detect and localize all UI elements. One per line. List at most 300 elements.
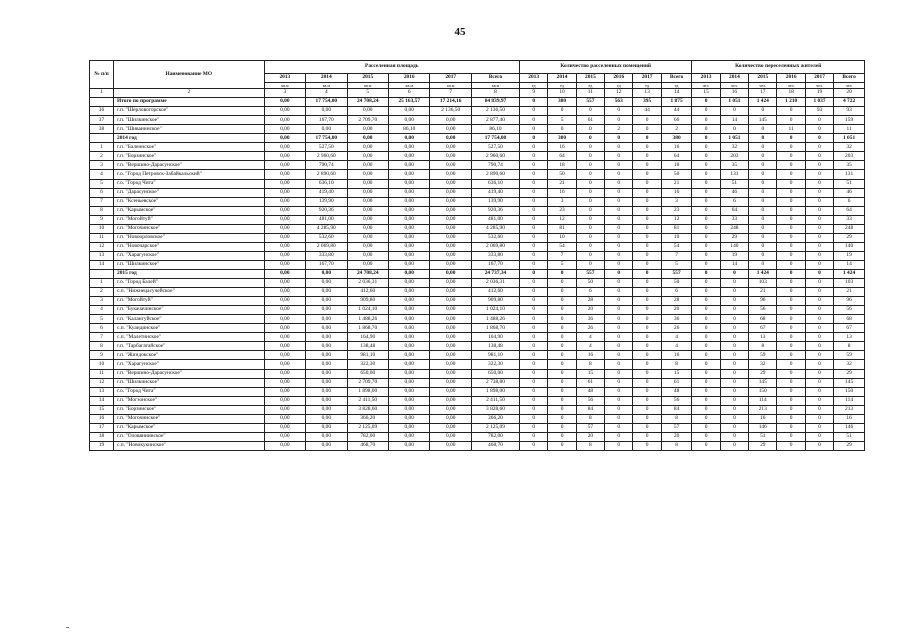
table-cell: 8 (834, 342, 865, 351)
table-cell: 0 (692, 260, 720, 269)
table-cell: 0,00 (430, 297, 471, 306)
table-cell: 0 (605, 441, 633, 450)
table-cell: 12 (548, 215, 576, 224)
table-cell: 0 (692, 297, 720, 306)
table-cell: 0 (633, 378, 661, 387)
table-cell: 1 424 (749, 98, 777, 107)
year-header: 2015 (347, 74, 388, 83)
row-number: 38 (90, 125, 114, 134)
table-cell: 0,00 (389, 351, 430, 360)
table-cell: 0 (633, 125, 661, 134)
table-cell: 782,00 (471, 432, 519, 441)
table-cell: 0 (633, 279, 661, 288)
table-cell: 0 (692, 179, 720, 188)
group-header-area: Расселенная площадь (264, 61, 519, 74)
row-number: 16 (90, 414, 114, 423)
table-cell: 0 (749, 224, 777, 233)
row-number: 12 (90, 242, 114, 251)
table-cell: 0 (576, 170, 604, 179)
table-cell: 1 898,00 (347, 387, 388, 396)
table-cell: 0 (777, 107, 805, 116)
year-header: 2015 (749, 74, 777, 83)
table-cell: 0 (605, 215, 633, 224)
table-cell: 0 (777, 333, 805, 342)
table-cell: 0 (520, 378, 548, 387)
table-cell: 0,00 (264, 242, 305, 251)
table-cell: 145 (834, 378, 865, 387)
table-cell: 0 (777, 297, 805, 306)
table-cell: 0 (605, 360, 633, 369)
table-cell: 0 (548, 414, 576, 423)
row-number: 5 (90, 315, 114, 324)
table-cell: 0 (720, 297, 748, 306)
table-row (90, 143, 865, 152)
table-cell: 0 (605, 351, 633, 360)
table-cell: 0 (576, 260, 604, 269)
table-cell: 26 (576, 324, 604, 333)
table-cell: 0 (777, 288, 805, 297)
municipality-name: г.п. "Борзинское" (114, 405, 265, 414)
unit-label: кв.м (430, 83, 471, 89)
table-cell: 0,00 (264, 432, 305, 441)
table-cell: 790,74 (306, 161, 347, 170)
table-cell: 0,00 (389, 269, 430, 278)
table-cell: 28 (661, 297, 692, 306)
table-cell: 0,00 (306, 324, 347, 333)
table-cell: 159 (834, 116, 865, 125)
table-cell: 203 (834, 152, 865, 161)
table-cell: 2 (605, 125, 633, 134)
table-cell: 0,00 (306, 414, 347, 423)
table-cell: 0 (692, 432, 720, 441)
year-header: 2016 (389, 74, 430, 83)
table-cell: 0 (777, 414, 805, 423)
table-cell: 0 (605, 170, 633, 179)
table-cell: 0 (633, 134, 661, 143)
year-header: 2013 (692, 74, 720, 83)
table-cell: 0,00 (430, 215, 471, 224)
row-number: 2 (90, 288, 114, 297)
table-cell: 0 (605, 233, 633, 242)
table-cell: 50 (661, 170, 692, 179)
table-cell: 0,00 (389, 369, 430, 378)
table-cell: 4 285,90 (471, 224, 519, 233)
table-cell: 35 (834, 161, 865, 170)
table-cell: 0,00 (347, 215, 388, 224)
unit-label: ед (520, 83, 548, 89)
table-cell: 96 (834, 297, 865, 306)
table-cell: 0 (692, 306, 720, 315)
table-cell: 0 (720, 423, 748, 432)
table-cell: 2 136,50 (430, 107, 471, 116)
table-cell: 0,00 (264, 288, 305, 297)
table-cell: 0 (605, 134, 633, 143)
table-cell: 0 (692, 143, 720, 152)
row-number: 13 (90, 387, 114, 396)
table-cell: 0 (520, 134, 548, 143)
table-cell: 0 (633, 206, 661, 215)
table-cell: 0 (720, 387, 748, 396)
table-cell: 481,00 (306, 215, 347, 224)
table-cell: 0,00 (389, 251, 430, 260)
table-row (90, 387, 865, 396)
table-cell: 0,00 (306, 315, 347, 324)
table-cell: 0 (576, 179, 604, 188)
table-cell: 0 (633, 297, 661, 306)
table-cell: 0 (777, 143, 805, 152)
year-subtotal-row (90, 134, 865, 143)
table-cell: 0,00 (306, 360, 347, 369)
table-cell: 19 (834, 251, 865, 260)
table-cell: 0 (777, 369, 805, 378)
table-cell: 0 (777, 269, 805, 278)
table-cell: 366,20 (347, 414, 388, 423)
table-cell: 0 (692, 116, 720, 125)
table-cell: 0,00 (347, 170, 388, 179)
table-cell: 650,00 (471, 369, 519, 378)
table-row (90, 288, 865, 297)
table-cell: 333,80 (471, 251, 519, 260)
table-cell: 0,00 (347, 179, 388, 188)
table-cell: 0 (520, 224, 548, 233)
table-cell: 0 (548, 315, 576, 324)
group-header-rooms: Количество расселенных помещений (520, 61, 692, 74)
municipality-name: г.п. "Могзонское" (114, 396, 265, 405)
table-cell: 0,00 (306, 369, 347, 378)
table-cell: 8 (661, 441, 692, 450)
row-number: 11 (90, 369, 114, 378)
table-cell: 2 709,70 (347, 116, 388, 125)
table-cell: 0,00 (347, 233, 388, 242)
table-cell: 0 (548, 369, 576, 378)
table-cell: 0 (777, 116, 805, 125)
table-row (90, 279, 865, 288)
table-cell: 6 (720, 197, 748, 206)
table-cell: 0 (692, 315, 720, 324)
table-cell: 0 (777, 197, 805, 206)
table-cell: 33 (720, 215, 748, 224)
table-cell: 0,00 (347, 197, 388, 206)
row-number: 6 (90, 324, 114, 333)
table-cell: 0 (576, 107, 604, 116)
table-cell: 150 (834, 387, 865, 396)
unit-label: ед (633, 83, 661, 89)
table-cell: 81 (548, 224, 576, 233)
table-cell: 0,00 (264, 224, 305, 233)
table-cell: 0 (633, 152, 661, 161)
table-cell: 0 (805, 396, 833, 405)
table-cell: 0,00 (389, 405, 430, 414)
table-cell: 1 051 (834, 134, 865, 143)
table-cell: 0 (520, 441, 548, 450)
table-cell: 0,00 (389, 324, 430, 333)
table-cell: 0,00 (264, 134, 305, 143)
table-cell: 0,00 (430, 197, 471, 206)
municipality-name: г.п. "Тарбагатайское" (114, 342, 265, 351)
table-cell: 0 (777, 324, 805, 333)
table-cell: 0,00 (389, 342, 430, 351)
column-number: 19 (805, 89, 833, 98)
table-cell: 3 (548, 197, 576, 206)
table-cell: 0 (605, 324, 633, 333)
column-number: 20 (834, 89, 865, 98)
table-cell: 0,00 (389, 387, 430, 396)
table-cell: 0 (576, 242, 604, 251)
scan-mark (66, 627, 69, 628)
table-cell: 103 (834, 279, 865, 288)
table-row (90, 116, 865, 125)
table-cell: 0 (548, 432, 576, 441)
table-cell: 0,00 (347, 242, 388, 251)
table-cell: 0 (692, 152, 720, 161)
table-cell: 0 (805, 251, 833, 260)
table-cell: 0 (633, 242, 661, 251)
unit-label: ед (576, 83, 604, 89)
column-number: 10 (548, 89, 576, 98)
table-cell: 21 (661, 179, 692, 188)
table-cell: 0,00 (264, 107, 305, 116)
table-cell: 0,00 (264, 161, 305, 170)
column-number: 3 (264, 89, 305, 98)
column-number: 18 (777, 89, 805, 98)
table-cell: 0 (520, 288, 548, 297)
table-cell: 0,00 (264, 324, 305, 333)
table-cell: 0 (548, 360, 576, 369)
table-cell: 15 (576, 369, 604, 378)
table-cell: 0 (805, 269, 833, 278)
table-cell: 909,80 (347, 297, 388, 306)
table-cell: 0,00 (389, 179, 430, 188)
table-cell: 67 (834, 324, 865, 333)
table-cell: 11 (834, 125, 865, 134)
table-cell: 140 (720, 242, 748, 251)
group-header-residents: Количество переселенных жителей (692, 61, 865, 74)
table-cell: 0,00 (306, 125, 347, 134)
row-number: 18 (90, 432, 114, 441)
table-cell: 0 (720, 351, 748, 360)
table-cell: 0,00 (347, 107, 388, 116)
table-cell: 0 (777, 260, 805, 269)
table-cell: 0,00 (306, 405, 347, 414)
table-cell: 0 (692, 215, 720, 224)
table-cell: 1 488,26 (347, 315, 388, 324)
table-cell: 0 (576, 134, 604, 143)
table-cell: 29 (834, 441, 865, 450)
table-cell: 0 (749, 134, 777, 143)
table-cell: 0 (633, 233, 661, 242)
municipality-name: г.п. "Вершино-Дарасунское" (114, 369, 265, 378)
table-cell: 0,00 (430, 342, 471, 351)
table-cell: 0 (805, 279, 833, 288)
table-cell: 56 (749, 306, 777, 315)
municipality-name: г.п. "Карымское" (114, 206, 265, 215)
table-row (90, 233, 865, 242)
table-cell: 0 (777, 242, 805, 251)
table-cell: 0 (548, 324, 576, 333)
table-cell: 650,00 (347, 369, 388, 378)
table-cell: 0,00 (264, 441, 305, 450)
table-row (90, 161, 865, 170)
table-cell: 0 (692, 279, 720, 288)
table-cell: 0 (805, 288, 833, 297)
table-cell: 0 (520, 260, 548, 269)
table-cell: 0 (520, 242, 548, 251)
year-header: 2014 (720, 74, 748, 83)
table-cell: 1 051 (720, 134, 748, 143)
table-cell: 0 (605, 260, 633, 269)
table-cell: 0,00 (430, 423, 471, 432)
table-row (90, 324, 865, 333)
table-cell: 0 (605, 197, 633, 206)
table-cell: 0 (692, 125, 720, 134)
table-cell: 0 (605, 414, 633, 423)
unit-label: чел. (805, 83, 833, 89)
table-cell: 20 (576, 432, 604, 441)
resettlement-table (89, 60, 865, 451)
table-cell: 0 (520, 279, 548, 288)
table-cell: 0,00 (430, 269, 471, 278)
table-cell: 56 (576, 396, 604, 405)
table-cell: 0,00 (306, 107, 347, 116)
table-cell: 0 (605, 378, 633, 387)
table-cell: 0 (605, 206, 633, 215)
table-cell: 16 (834, 414, 865, 423)
table-cell: 0 (777, 224, 805, 233)
table-cell: 3 (661, 197, 692, 206)
table-cell: 32 (834, 143, 865, 152)
table-cell: 380 (548, 134, 576, 143)
year-header: Всего (471, 74, 519, 83)
table-cell: 0 (605, 369, 633, 378)
table-cell: 84 839,97 (471, 98, 519, 107)
table-cell: 51 (834, 432, 865, 441)
table-cell: 0,00 (264, 98, 305, 107)
table-cell: 0 (720, 378, 748, 387)
table-row (90, 215, 865, 224)
municipality-name: г.о. "Город Петровск-Забайкальский" (114, 170, 265, 179)
table-cell: 0 (749, 143, 777, 152)
table-cell: 0,00 (430, 378, 471, 387)
table-cell: 0,00 (347, 251, 388, 260)
table-row (90, 414, 865, 423)
table-cell: 0,00 (306, 432, 347, 441)
municipality-name: г.п. "Ксеньевское" (114, 197, 265, 206)
table-cell: 412,60 (347, 288, 388, 297)
table-cell: 0 (720, 269, 748, 278)
table-cell: 0 (805, 125, 833, 134)
unit-label: кв.м (389, 83, 430, 89)
table-cell: 532,60 (306, 233, 347, 242)
table-cell: 0 (777, 432, 805, 441)
col-header-number: № п/п (90, 61, 114, 89)
year-header: Всего (834, 74, 865, 83)
unit-label: кв.м (264, 83, 305, 89)
table-cell: 2 709,70 (347, 378, 388, 387)
table-cell: 0,00 (264, 387, 305, 396)
table-cell: 0 (692, 134, 720, 143)
table-header (90, 61, 865, 98)
table-cell: 0 (520, 170, 548, 179)
table-cell: 0 (633, 333, 661, 342)
table-cell: 0 (692, 269, 720, 278)
table-cell: 2 125,09 (471, 423, 519, 432)
table-cell: 0 (633, 369, 661, 378)
table-cell: 0 (805, 116, 833, 125)
municipality-name: г.п. "Борзинское" (114, 152, 265, 161)
unit-label: кв.м (471, 83, 519, 89)
table-cell: 0 (520, 306, 548, 315)
table-cell: 54 (548, 242, 576, 251)
table-cell: 103 (749, 279, 777, 288)
table-cell: 0 (777, 215, 805, 224)
table-cell: 248 (834, 224, 865, 233)
table-cell: 0,00 (264, 188, 305, 197)
table-cell: 2 411,50 (471, 396, 519, 405)
table-cell: 0 (692, 342, 720, 351)
table-cell: 84 (661, 405, 692, 414)
table-cell: 0,00 (389, 188, 430, 197)
unit-label: чел. (720, 83, 748, 89)
table-cell: 93 (834, 107, 865, 116)
table-cell: 0,00 (264, 297, 305, 306)
municipality-name: г.п. "Харагунское" (114, 360, 265, 369)
row-number: 5 (90, 179, 114, 188)
table-cell: 248 (720, 224, 748, 233)
row-number (90, 269, 114, 278)
table-cell: 0 (548, 351, 576, 360)
table-cell: 0 (520, 315, 548, 324)
municipality-name: г.п. "Балеинское" (114, 143, 265, 152)
table-cell: 93 (805, 107, 833, 116)
table-cell: 0 (520, 414, 548, 423)
table-cell: 0 (520, 98, 548, 107)
table-cell: 0,00 (264, 143, 305, 152)
table-cell: 0 (692, 161, 720, 170)
table-cell: 50 (548, 170, 576, 179)
table-cell: 0,00 (389, 116, 430, 125)
table-cell: 0,00 (430, 315, 471, 324)
table-cell: 0 (777, 387, 805, 396)
table-cell: 1 037 (805, 98, 833, 107)
table-cell: 0 (720, 107, 748, 116)
table-cell: 0 (805, 233, 833, 242)
table-cell: 0 (520, 351, 548, 360)
table-cell: 0 (805, 134, 833, 143)
table-cell: 24 737,34 (471, 269, 519, 278)
table-cell: 0,00 (264, 116, 305, 125)
row-number: 4 (90, 306, 114, 315)
table-cell: 0,00 (264, 405, 305, 414)
table-cell: 0 (777, 441, 805, 450)
column-number-row (90, 89, 865, 98)
year-header: 2013 (520, 74, 548, 83)
table-cell: 1 868,70 (471, 324, 519, 333)
table-cell: 0 (805, 405, 833, 414)
table-cell: 21 (749, 288, 777, 297)
municipality-name: г.п. "Могойтуй" (114, 215, 265, 224)
table-cell: 0 (548, 297, 576, 306)
table-cell: 0 (749, 251, 777, 260)
table-cell: 8 (576, 360, 604, 369)
table-cell: 0 (692, 378, 720, 387)
table-cell: 0,00 (306, 342, 347, 351)
table-cell: 0 (692, 188, 720, 197)
table-cell: 0 (605, 288, 633, 297)
table-cell: 0 (692, 333, 720, 342)
table-row (90, 260, 865, 269)
table-cell: 0,00 (430, 351, 471, 360)
table-cell: 468,70 (471, 441, 519, 450)
